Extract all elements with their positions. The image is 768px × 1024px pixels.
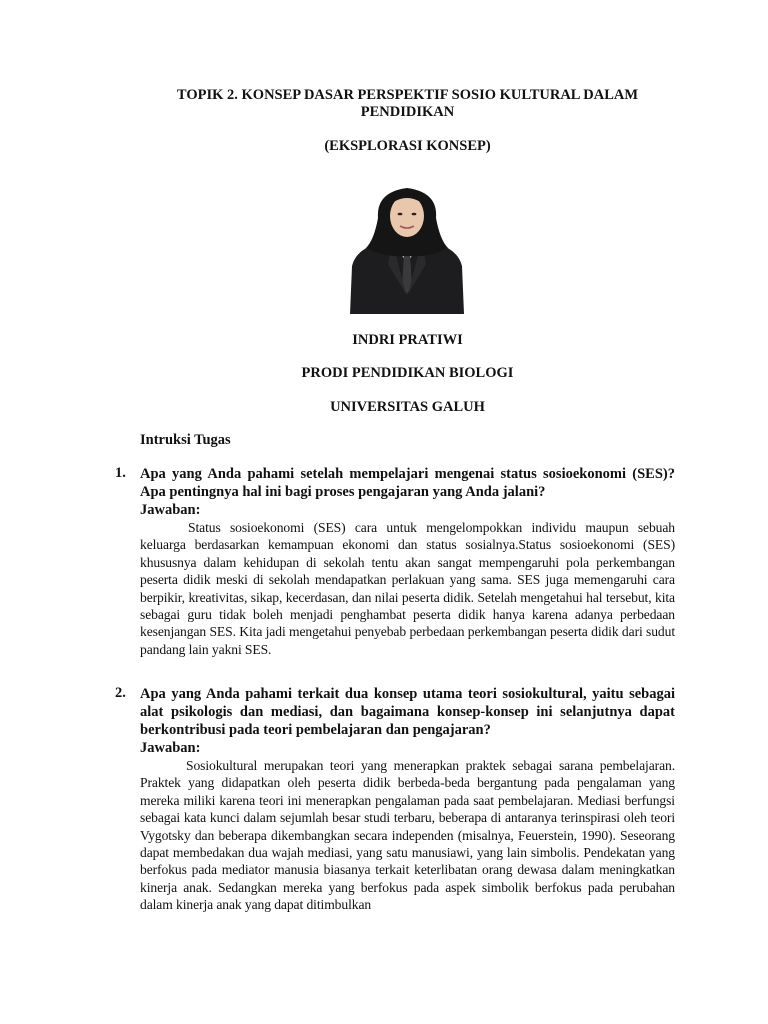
- question-number: 2.: [115, 685, 126, 701]
- answer-label: Jawaban:: [140, 502, 201, 518]
- author-photo: [348, 184, 466, 314]
- question-number: 1.: [115, 465, 126, 481]
- study-program: PRODI PENDIDIKAN BIOLOGI: [301, 365, 514, 381]
- university-name: UNIVERSITAS GALUH: [330, 399, 485, 415]
- question-text: Apa yang Anda pahami setelah mempelajari mengenai status sosioekonomi (SES)? Apa pentingnya hal ini bagi proses pengajaran yang Anda jalani?: [140, 466, 675, 500]
- question-item-2: [115, 685, 675, 914]
- answer-text: Sosiokultural merupakan teori yang menerapkan praktek sebagai sarana pembelajaran. Praktek yang didapatkan oleh peserta didik berbeda-beda bergantung pada pengalaman yang mereka miliki karena teori ini menerapkan pengalaman pada saat pembelajaran. Mediasi berfungsi sebagai kata kunci dalam sejumlah besar studi terbaru, beberapa di antaranya terinspirasi oleh teori Vygotsky dan beberapa dikembangkan secara independen (misalnya, Feuerstein, 1990). Seseorang dapat membedakan dua wajah mediasi, yang satu manusiawi, yang lain simbolis. Pendekatan yang berfokus pada mediator manusia biasanya terkait keterlibatan orang dewasa dalam meningkatkan kinerja anak. Sedangkan mereka yang berfokus pada aspek simbolik berfokus pada perubahan dalam kinerja anak yang dapat ditimbulkan: [140, 758, 675, 913]
- instructions-heading: Intruksi Tugas: [140, 432, 231, 448]
- answer-text: Status sosioekonomi (SES) cara untuk mengelompokkan individu maupun sebuah keluarga berdasarkan kemampuan ekonomi dan status sosialnya.Status sosioekonomi (SES) khususnya dalam kehidupan di sekolah tentu akan sangat mempengaruhi pola perkembangan peserta didik meski di sekolah mendapatkan perlakuan yang sama. SES juga memengaruhi cara berpikir, kreativitas, sikap, kecerdasan, dan nilai peserta didik. Setelah mengetahui hal tersebut, kita sebagai guru tidak boleh menjadi penghambat peserta didik hanya karena adanya perbedaan kesenjangan SES. Kita jadi mengetahui penyebab perbedaan perkembangan peserta didik dari sudut pandang lain yakni SES.: [140, 520, 675, 657]
- document-title: TOPIK 2. KONSEP DASAR PERSPEKTIF SOSIO KULTURAL DALAM PENDIDIKAN: [176, 87, 639, 120]
- answer-label: Jawaban:: [140, 740, 201, 756]
- author-name: INDRI PRATIWI: [352, 332, 463, 348]
- question-text: Apa yang Anda pahami terkait dua konsep utama teori sosiokultural, yaitu sebagai alat psikologis dan mediasi, dan bagaimana konsep-konsep ini selanjutnya dapat berkontribusi pada teori pembelajaran dan pengajaran?: [140, 686, 675, 738]
- document-subtitle: (EKSPLORASI KONSEP): [324, 138, 491, 154]
- question-item-1: [115, 465, 675, 658]
